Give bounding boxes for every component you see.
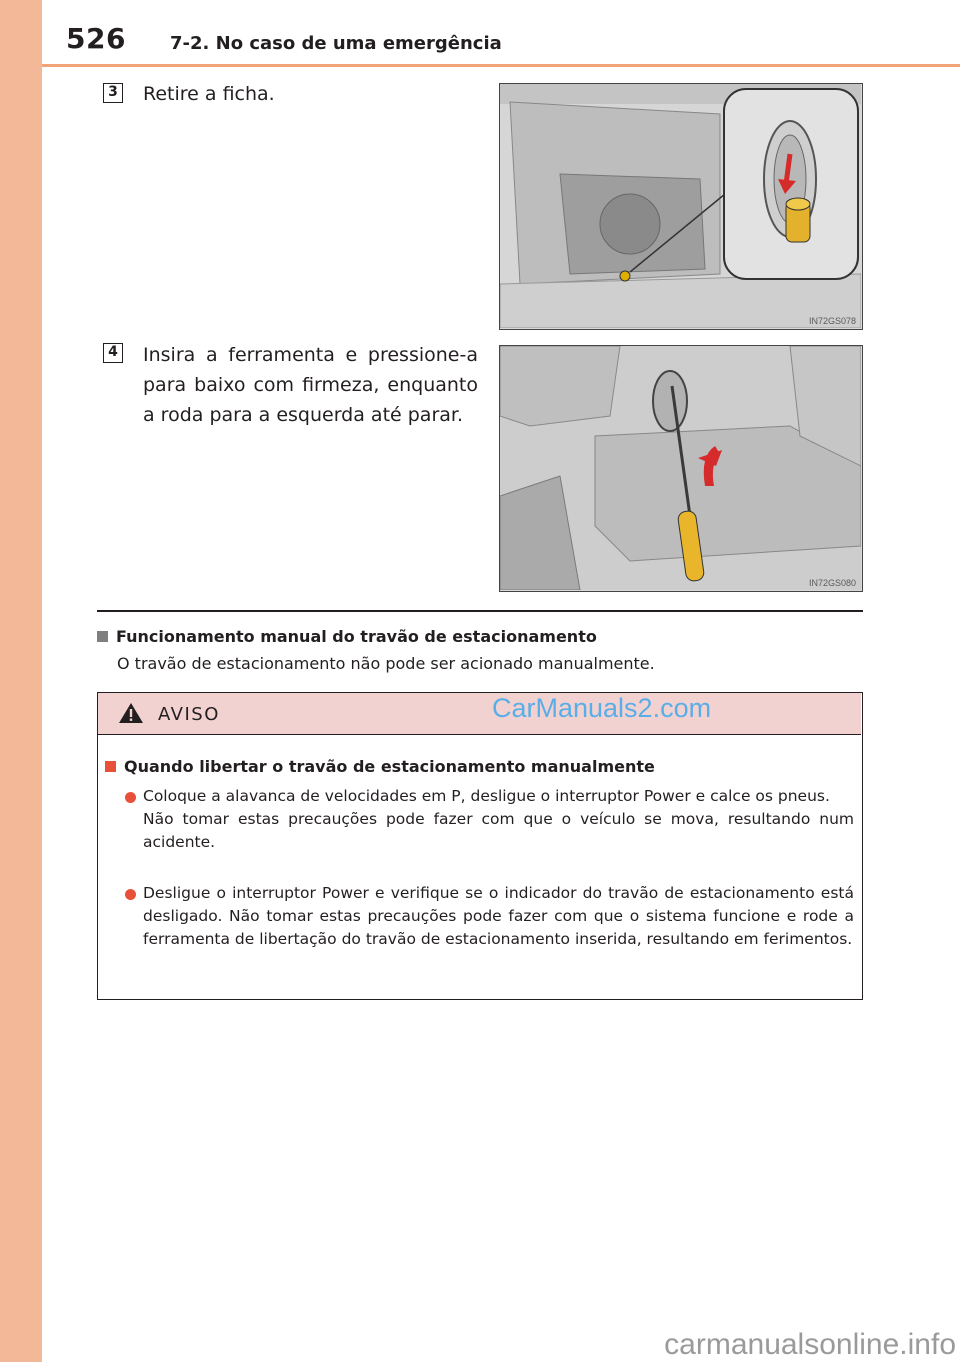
step-3-text: Retire a ficha. bbox=[143, 83, 275, 105]
step-3-badge: 3 bbox=[103, 83, 123, 103]
header-divider bbox=[42, 64, 960, 67]
warning-label: AVISO bbox=[158, 704, 220, 725]
square-bullet-icon bbox=[97, 631, 108, 642]
step-4-illustration bbox=[499, 345, 863, 592]
watermark-text: CarManuals2.com bbox=[492, 693, 712, 723]
warning-bullet-2: Desligue o interruptor Power e verifique se o indicador do travão de estacionamento está desligado. Não tomar estas precauções pode fazer com que o sistema funcione e rode a ferramenta de libertação do travão de estacionamento inserida, resultando em ferimentos. bbox=[143, 884, 854, 948]
step-4-text: Insira a ferramenta e pressione-a para baixo com firmeza, enquanto a roda para a esquerda até parar. bbox=[143, 344, 478, 426]
step-3-illustration bbox=[499, 83, 863, 330]
warning-triangle-icon bbox=[118, 702, 144, 724]
step-3-image-code: IN72GS078 bbox=[808, 316, 856, 326]
step-4-image-code: IN72GS080 bbox=[808, 578, 856, 588]
warning-box bbox=[97, 692, 863, 1000]
page-number: 526 bbox=[66, 22, 126, 55]
footer-site: carmanualsonline.info bbox=[664, 1328, 956, 1361]
warning-subheading: Quando libertar o travão de estacionamento manualmente bbox=[105, 757, 655, 776]
bullet-dot-icon bbox=[125, 889, 136, 900]
step-4-badge: 4 bbox=[103, 343, 123, 363]
side-tab-bar bbox=[0, 0, 42, 1362]
section-divider bbox=[97, 610, 863, 612]
square-bullet-icon bbox=[105, 761, 116, 772]
note-body: O travão de estacionamento não pode ser acionado manualmente. bbox=[117, 654, 655, 673]
warning-bullet-1: Coloque a alavanca de velocidades em P, desligue o interruptor Power e calce os pneus. Não tomar estas precauções pode fazer com que o veículo se mova, resultando num acidente. bbox=[143, 787, 854, 851]
warning-header bbox=[98, 693, 861, 735]
section-title: 7-2. No caso de uma emergência bbox=[170, 33, 502, 54]
bullet-dot-icon bbox=[125, 792, 136, 803]
note-heading: Funcionamento manual do travão de estacionamento bbox=[97, 627, 597, 646]
